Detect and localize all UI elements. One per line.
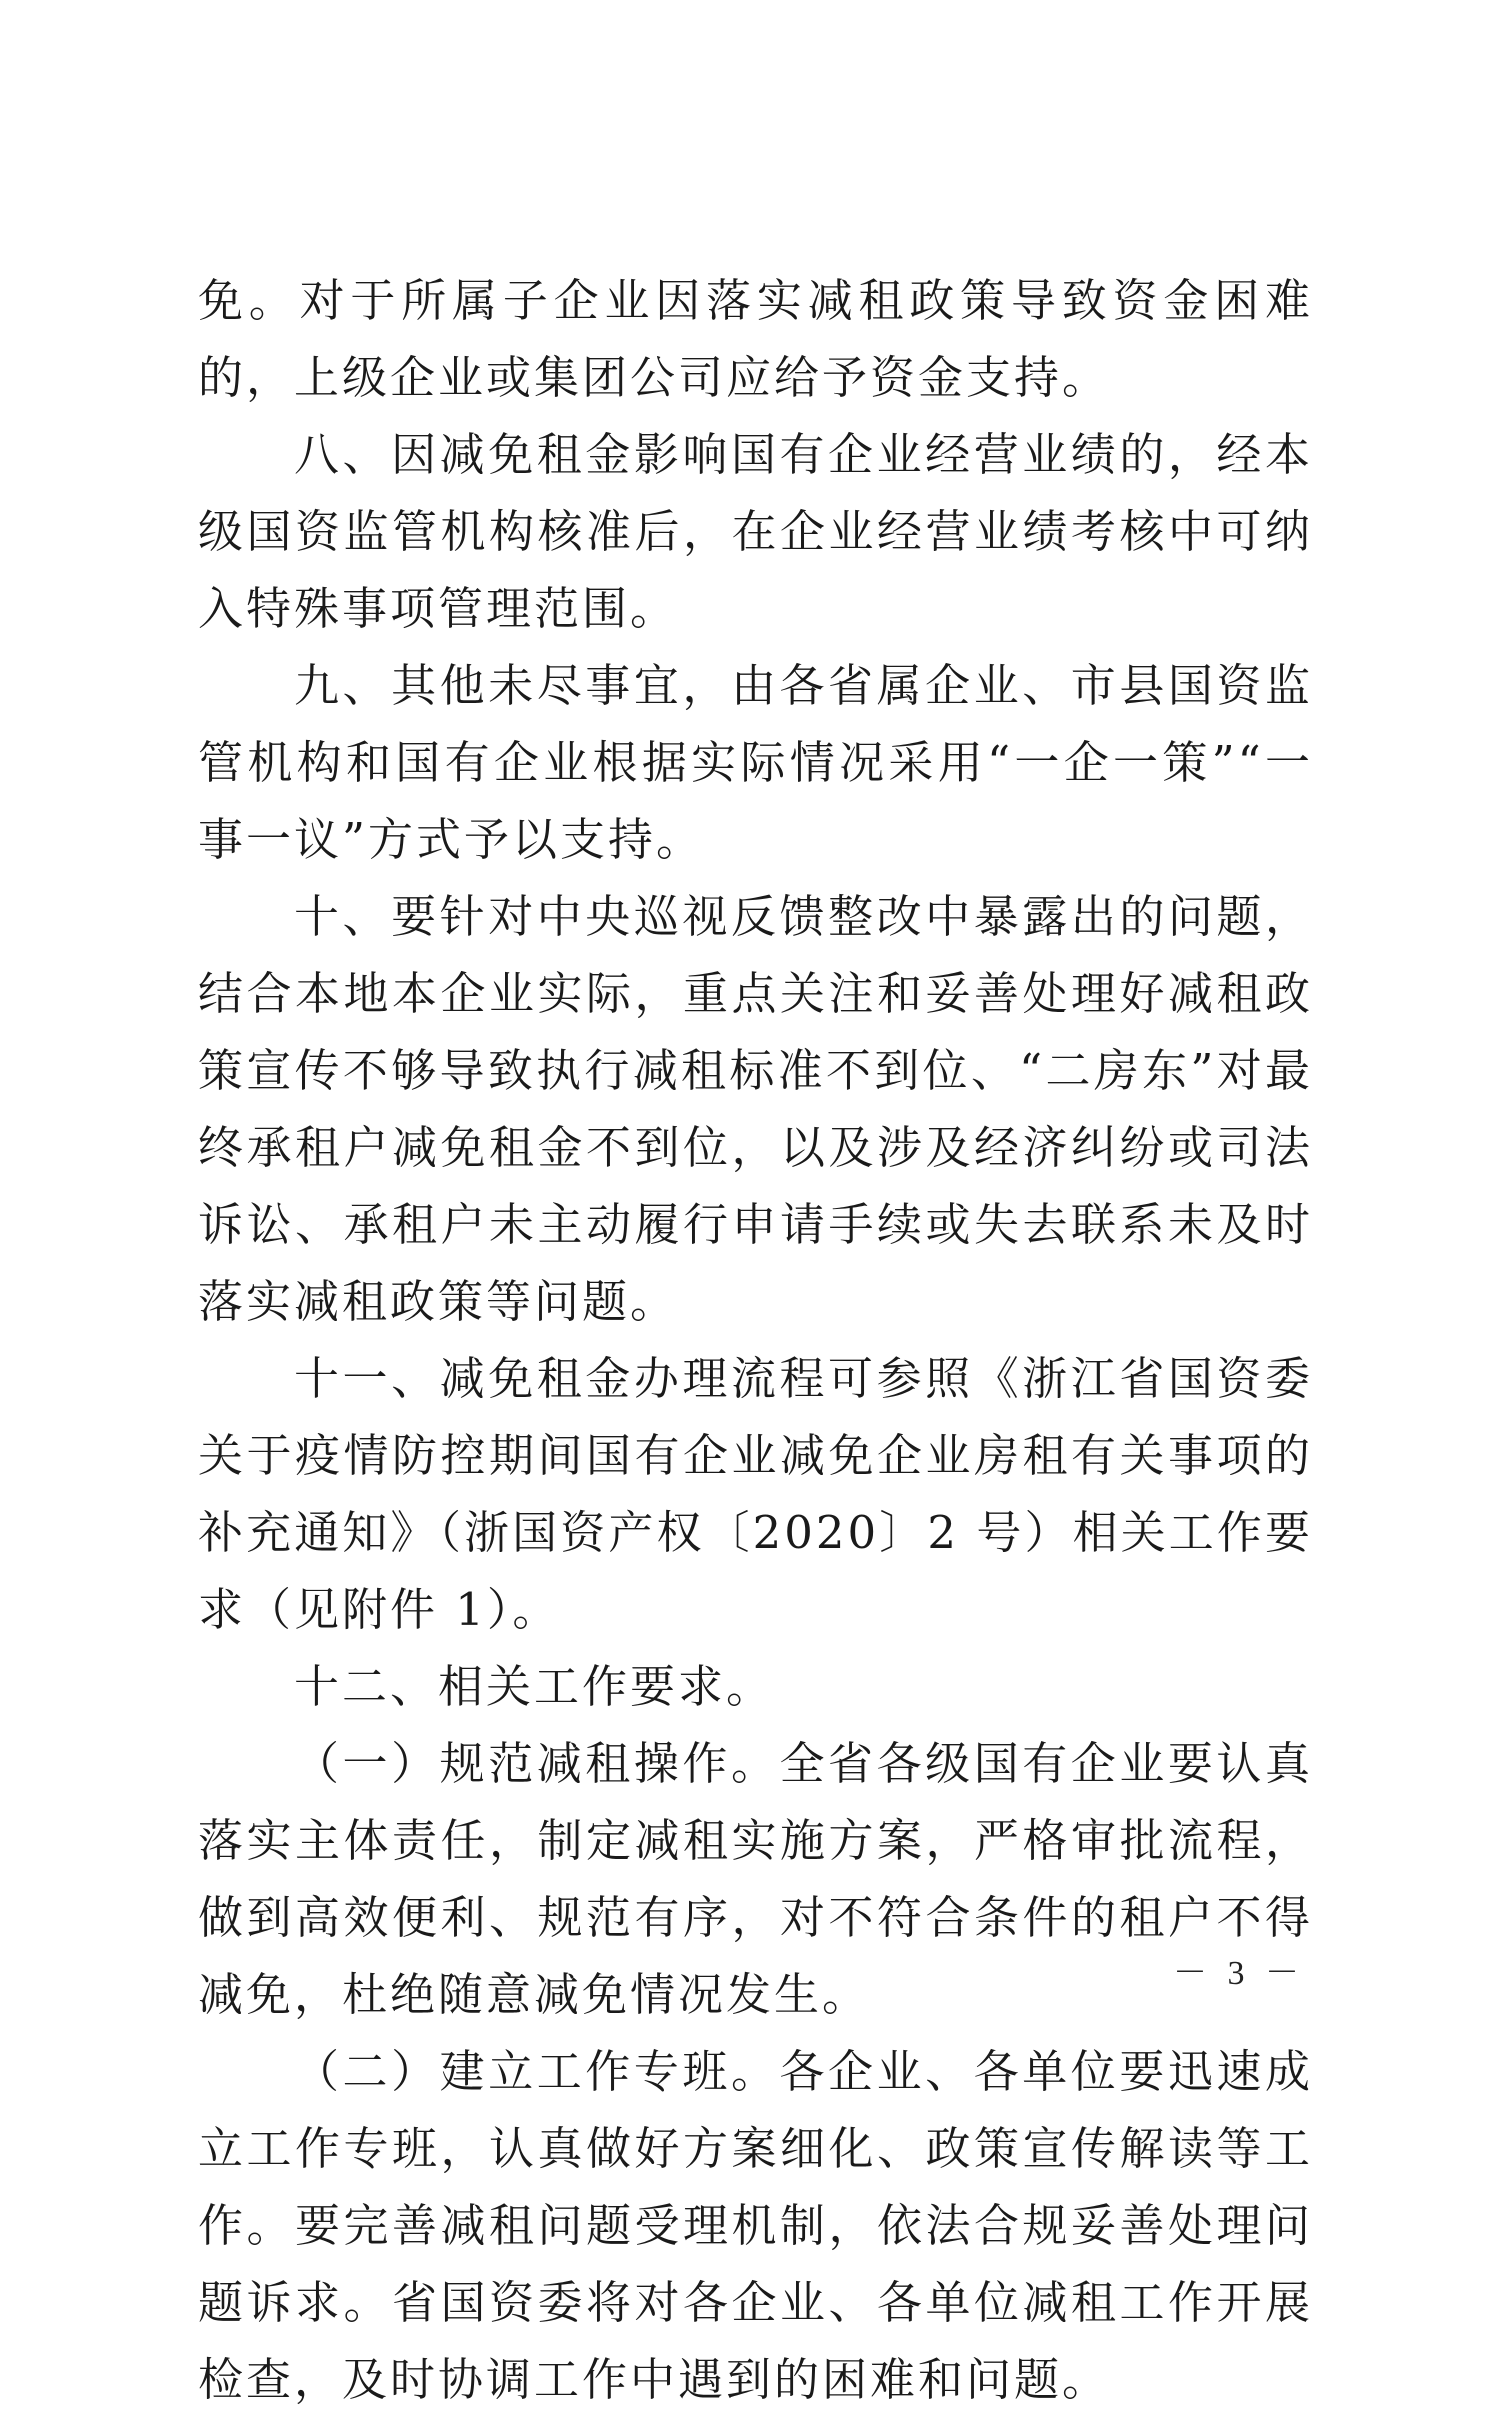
paragraph-item-10: 十、要针对中央巡视反馈整改中暴露出的问题，结合本地本企业实际，重点关注和妥善处理好减租政策宣传不够导致执行减租标准不到位、“二房东”对最终承租户减免租金不到位，以及涉及经济纠纷或司法诉讼、承租户未主动履行申请手续或失去联系未及时落实减租政策等问题。 bbox=[198, 890, 1313, 1328]
document-body bbox=[198, 262, 1313, 2418]
paragraph-item-12-2: （二）建立工作专班。各企业、各单位要迅速成立工作专班，认真做好方案细化、政策宣传解读等工作。要完善减租问题受理机制，依法合规妥善处理问题诉求。省国资委将对各企业、各单位减租工作开展检查，及时协调工作中遇到的困难和问题。 bbox=[198, 2045, 1313, 2406]
page-number: － 3 － bbox=[1173, 1955, 1305, 1992]
paragraph-item-12-1: （一）规范减租操作。全省各级国有企业要认真落实主体责任，制定减租实施方案，严格审批流程，做到高效便利、规范有序，对不符合条件的租户不得减免，杜绝随意减免情况发生。 bbox=[198, 1737, 1313, 2021]
paragraph-item-12: 十二、相关工作要求。 bbox=[294, 1660, 775, 1713]
paragraph-item-8: 八、因减免租金影响国有企业经营业绩的，经本级国资监管机构核准后，在企业经营业绩考核中可纳入特殊事项管理范围。 bbox=[198, 428, 1313, 635]
paragraph-item-11: 十一、减免租金办理流程可参照《浙江省国资委关于疫情防控期间国有企业减免企业房租有关事项的补充通知》（浙国资产权〔2020〕2 号）相关工作要求（见附件 1）。 bbox=[198, 1352, 1313, 1636]
paragraph-item-9: 九、其他未尽事宜，由各省属企业、市县国资监管机构和国有企业根据实际情况采用“一企一策”“一事一议”方式予以支持。 bbox=[198, 659, 1313, 866]
paragraph-continuation: 免。对于所属子企业因落实减租政策导致资金困难的，上级企业或集团公司应给予资金支持。 bbox=[198, 274, 1313, 404]
